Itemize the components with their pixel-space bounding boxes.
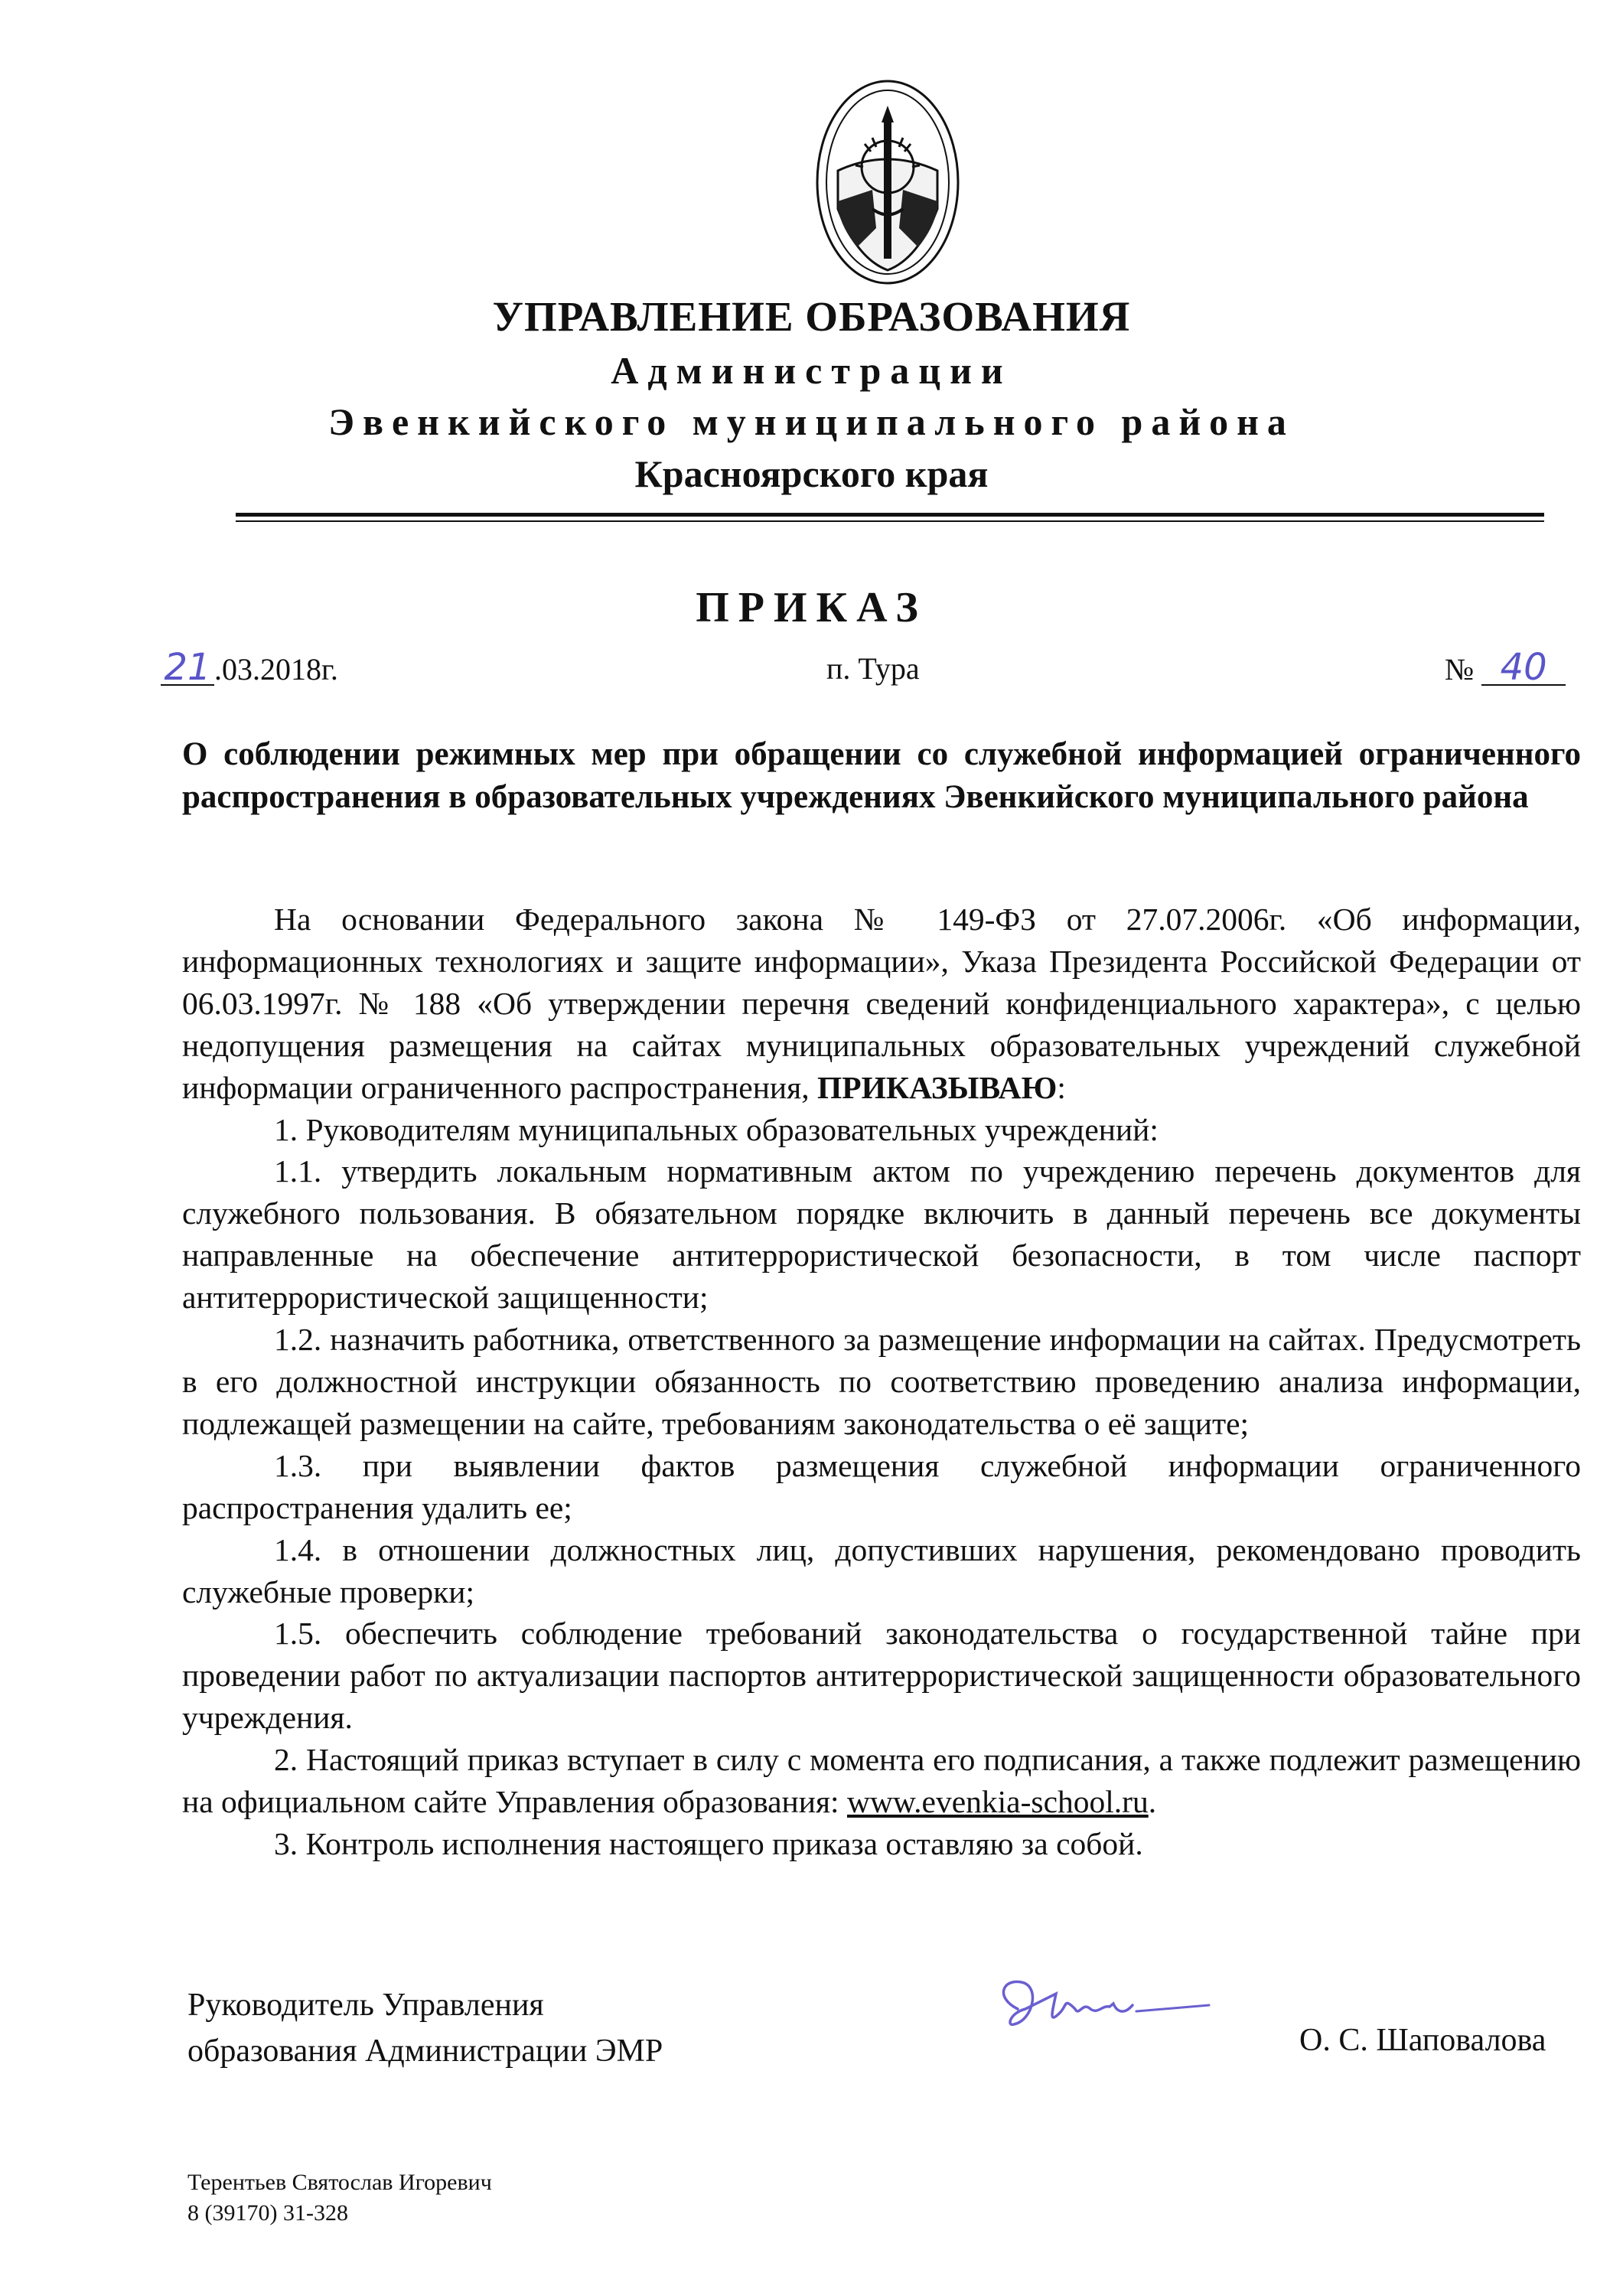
preamble-text: На основании Федерального закона № 149-ФЗ от 27.07.2006г. «Об информации, информационных технологиях и защите информации», Указа Президента Российской Федерации от 06.03.1997г. № 188 «Об утверждении перечня сведений конфиденциального характера», с целью недопущения размещения на сайтах муниципальных образовательных учреждений служебной информации ограниченного распространения, (182, 902, 1581, 1105)
paragraph-1-3: 1.3. при выявлении фактов размещения служебной информации ограниченного распространения удалить ее; (182, 1447, 1581, 1525)
paragraph-1-1: 1.1. утвердить локальным нормативным актом по учреждению перечень документов для служебного пользования. В обязательном порядке включить в данный перечень все документы направленные на обеспечение антитеррористической безопасности, в том числе паспорт антитеррористической защищенности; (182, 1153, 1581, 1316)
paragraph-1-4: 1.4. в отношении должностных лиц, допустивших нарушения, рекомендовано проводить служебные проверки; (182, 1531, 1581, 1609)
preamble-paragraph (182, 899, 1581, 1109)
executor-info (187, 2167, 492, 2229)
district-heading: Эвенкийского муниципального района (328, 400, 1295, 443)
website-link[interactable]: www.evenkia-school.ru (846, 1784, 1149, 1820)
region-heading: Красноярского края (634, 452, 989, 495)
header-rule-thick (236, 513, 1544, 517)
order-colon: : (1057, 1069, 1066, 1105)
order-date-rest: .03.2018г. (214, 652, 338, 687)
paragraph-2-text: 2. Настоящий приказ вступает в силу с момента его подписания, а также подлежит размещению на официальном сайте Управления образования: (182, 1742, 1581, 1820)
signatory-title-line1: Руководитель Управления (187, 1988, 544, 2023)
order-date-day: 21 (161, 651, 214, 686)
paragraph-1-5: 1.5. обеспечить соблюдение требований законодательства о государственной тайне при проведении работ по актуализации паспортов антитеррористической защищенности образовательного учреждения. (182, 1616, 1581, 1736)
paragraph-2-end: . (1148, 1784, 1157, 1820)
evenki-coat-of-arms-icon (811, 75, 964, 289)
signatory-title-line2: образования Администрации ЭМР (187, 2033, 663, 2069)
order-subject: О соблюдении режимных мер при обращении со служебной информацией ограниченного распространения в образовательных учреждениях Эвенкийского муниципального района (182, 736, 1581, 815)
paragraph-2 (182, 1739, 1581, 1823)
order-place: п. Тура (826, 651, 920, 686)
order-number-label: № (1445, 652, 1475, 687)
order-title: ПРИКАЗ (696, 584, 927, 631)
order-body (182, 899, 1581, 1865)
executor-phone: 8 (39170) 31-328 (187, 2200, 348, 2226)
department-heading: УПРАВЛЕНИЕ ОБРАЗОВАНИЯ (492, 293, 1131, 340)
signatory-title (187, 1982, 663, 2074)
order-number-value: 40 (1481, 651, 1566, 686)
coat-of-arms-emblem (811, 75, 964, 289)
paragraph-1: 1. Руководителям муниципальных образовательных учреждений: (274, 1111, 1159, 1147)
executor-name: Терентьев Святослав Игоревич (187, 2170, 492, 2195)
signatory-name: О. С. Шаповалова (1299, 2023, 1546, 2058)
handwritten-signature (987, 1967, 1217, 2051)
administration-heading: Администрации (611, 349, 1012, 392)
order-word: ПРИКАЗЫВАЮ (816, 1069, 1058, 1105)
paragraph-1-2: 1.2. назначить работника, ответственного за размещение информации на сайтах. Предусмотреть в его должностной инструкции обязанность по соответствию проведению анализа информации, подлежащей размещении на сайте, требованиям законодательства о её защите; (182, 1322, 1581, 1441)
signature-scribble-icon (987, 1967, 1217, 2051)
paragraph-3: 3. Контроль исполнения настоящего приказа оставляю за собой. (274, 1825, 1143, 1861)
header-rule-thin (236, 520, 1544, 522)
order-number (1445, 646, 1566, 689)
order-date (161, 646, 338, 689)
